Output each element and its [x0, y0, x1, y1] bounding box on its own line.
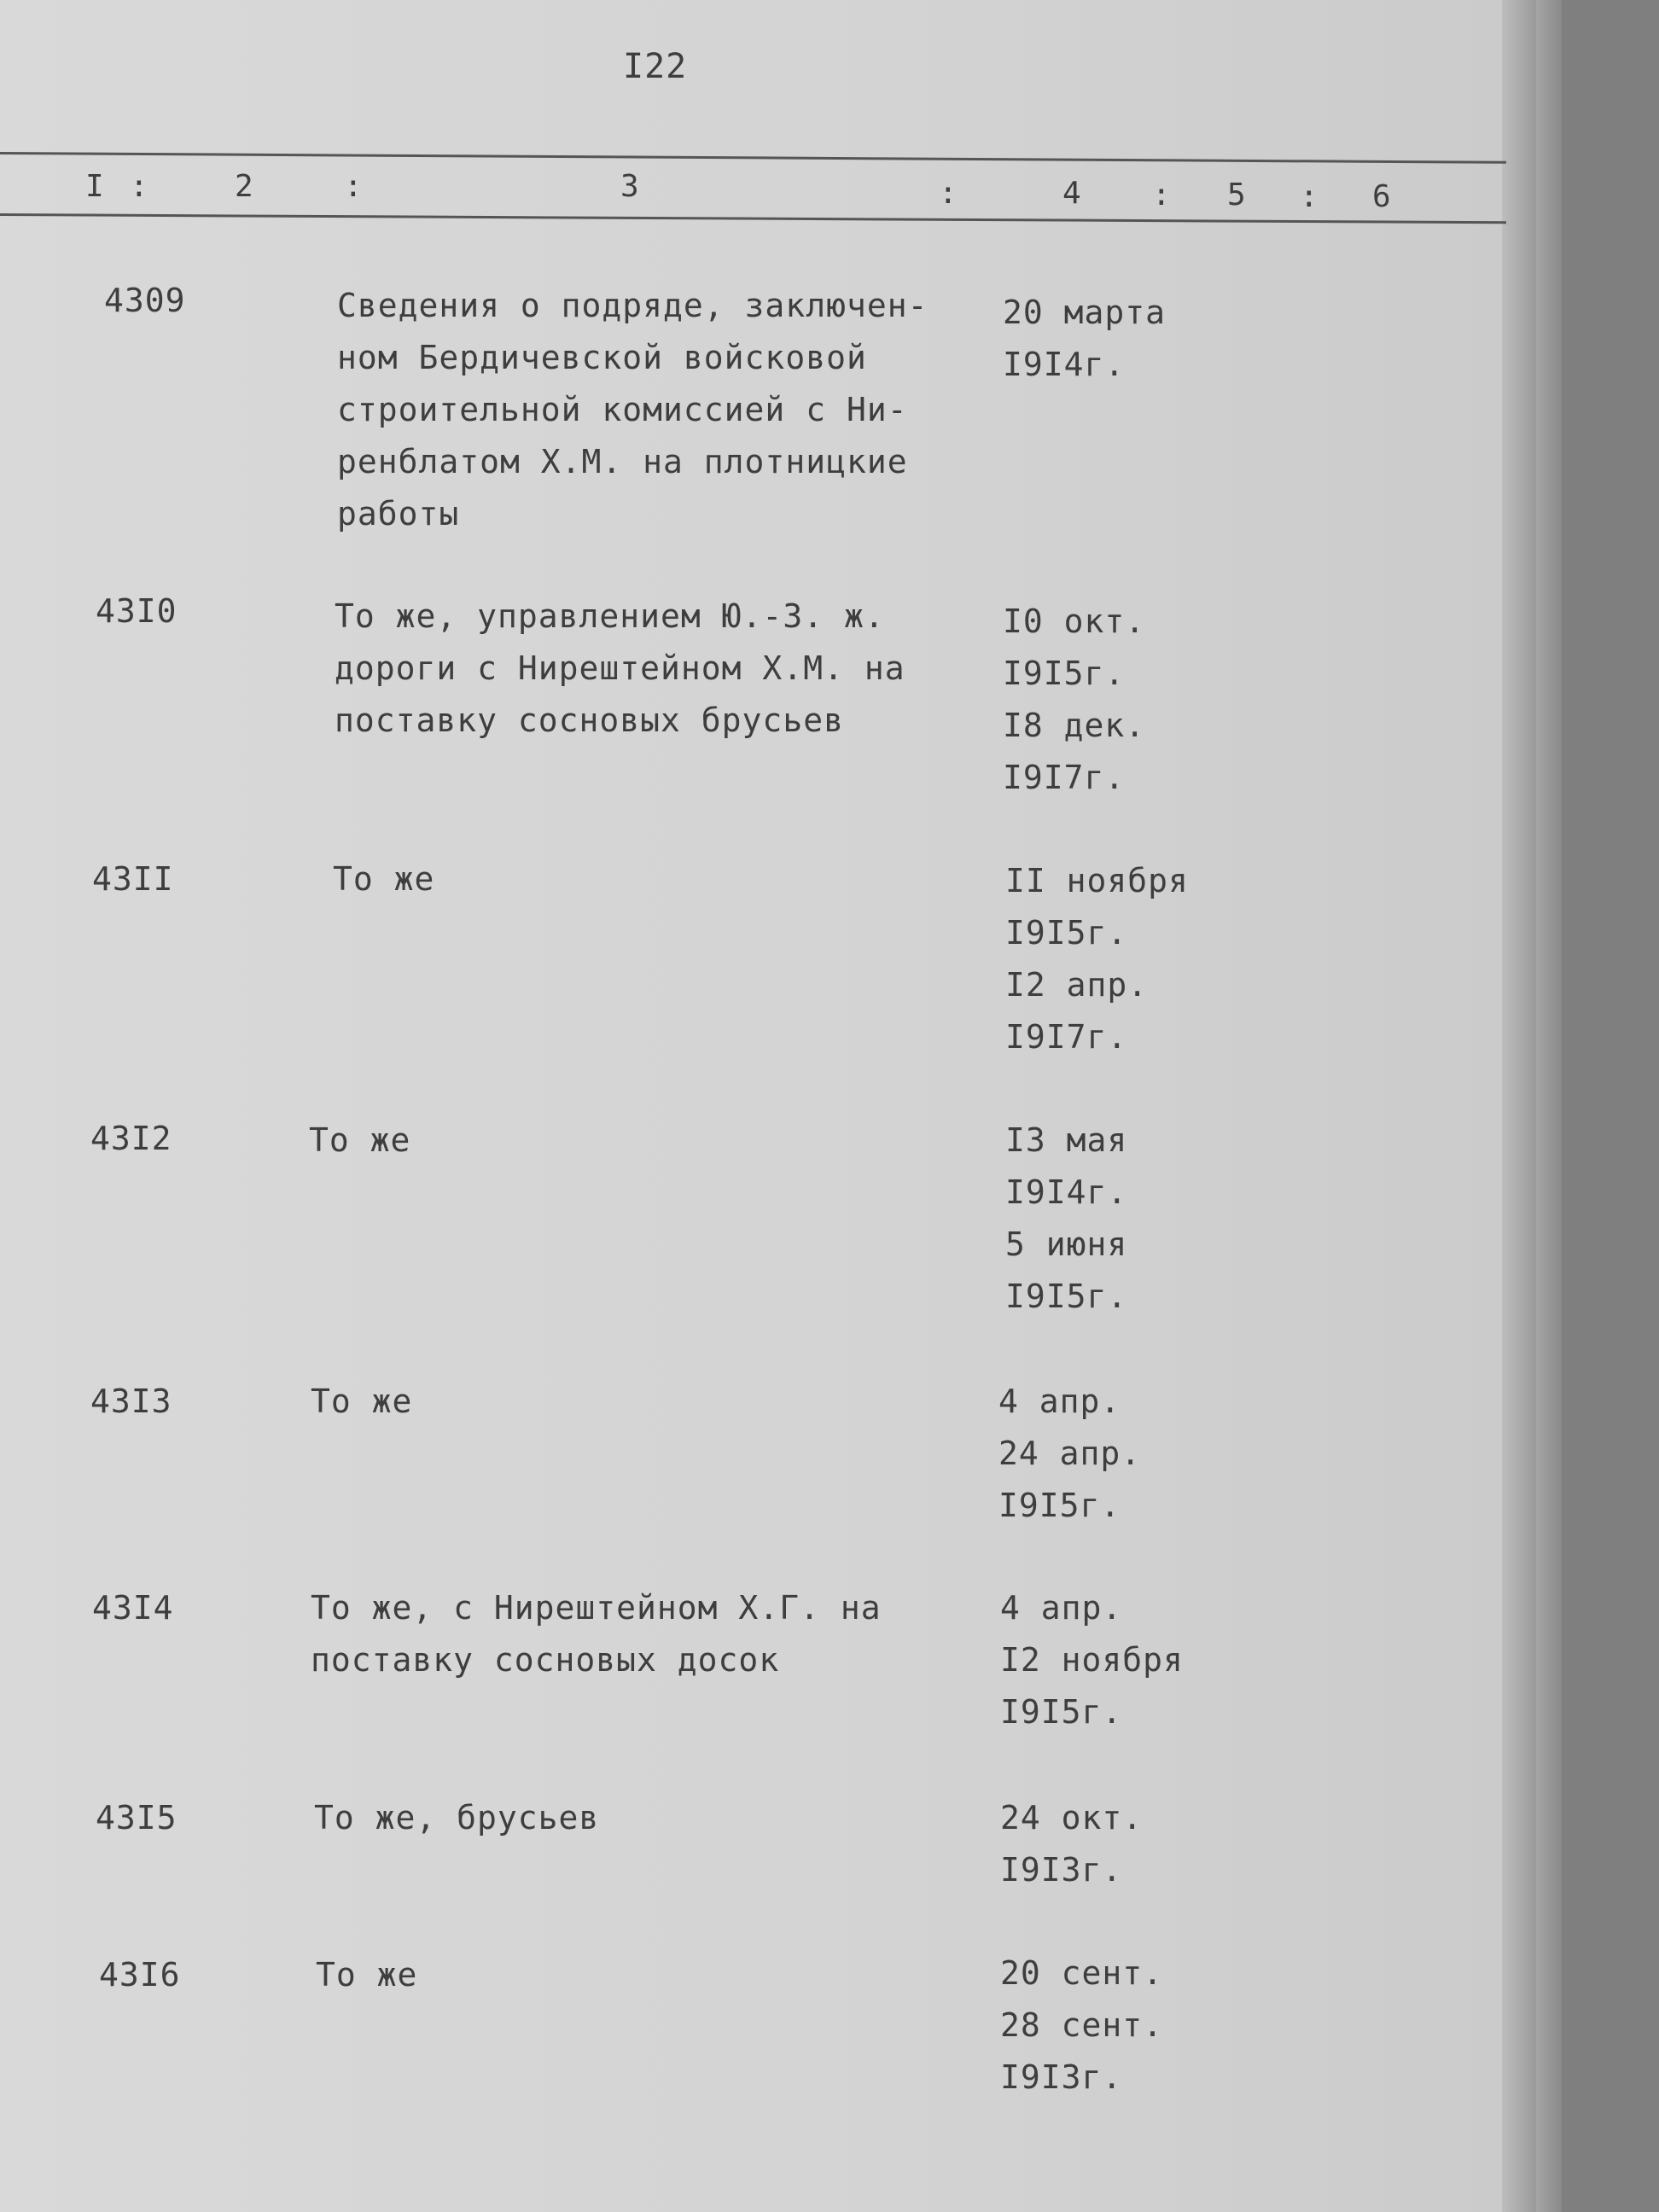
entry-number: 43I3 [90, 1382, 172, 1420]
page-shadow [1502, 0, 1536, 2212]
entry-dates: 20 сент. 28 сент. I9I3г. [1000, 1954, 1164, 2096]
entry-dates: 4 апр. 24 апр. I9I5г. [998, 1382, 1142, 1524]
column-header-1: I [85, 169, 105, 204]
entry-number: 43I5 [96, 1799, 178, 1837]
entry-description: То же [311, 1382, 413, 1420]
column-separator: : [344, 169, 364, 204]
entry-dates: 24 окт. I9I3г. [1000, 1799, 1144, 1889]
entry-number: 43I6 [99, 1956, 181, 1994]
entry-dates: 20 марта I9I4г. [1003, 294, 1167, 383]
column-separator: : [1152, 178, 1172, 212]
page-number: I22 [623, 47, 688, 86]
entry-description: То же [309, 1121, 411, 1159]
entry-number: 43I2 [90, 1120, 172, 1157]
entry-dates: 4 апр. I2 ноября I9I5г. [1000, 1589, 1184, 1731]
entry-number: 4309 [104, 282, 186, 319]
column-separator: : [1300, 179, 1319, 214]
entry-description: То же, управлением Ю.-З. ж. дороги с Нирештейном Х.М. на поставку сосновых брусьев [335, 597, 905, 739]
entry-description: То же [316, 1956, 418, 1994]
entry-description: То же, с Нирештейном Х.Г. на поставку сосновых досок [311, 1589, 882, 1679]
column-header-3: 3 [620, 169, 640, 204]
entry-dates: I0 окт. I9I5г. I8 дек. I9I7г. [1003, 602, 1146, 796]
entry-description: Сведения о подряде, заключен- ном Бердичевской войсковой строительной комиссией с Ни- ренблатом Х.М. на плотницкие работы [337, 287, 928, 533]
entry-dates: II ноября I9I5г. I2 апр. I9I7г. [1005, 862, 1189, 1056]
entry-description: То же [333, 860, 435, 898]
entry-description: То же, брусьев [314, 1799, 600, 1837]
page-edge [1536, 0, 1562, 2212]
column-header-4: 4 [1062, 176, 1082, 211]
entry-number: 43I0 [96, 592, 178, 630]
column-header-6: 6 [1372, 179, 1392, 214]
column-separator: : [130, 169, 149, 204]
column-separator: : [939, 176, 958, 211]
entry-number: 43II [92, 860, 174, 898]
entry-dates: I3 мая I9I4г. 5 июня I9I5г. [1005, 1121, 1128, 1315]
entry-number: 43I4 [92, 1589, 174, 1627]
column-header-2: 2 [235, 169, 254, 204]
column-header-5: 5 [1227, 178, 1247, 212]
